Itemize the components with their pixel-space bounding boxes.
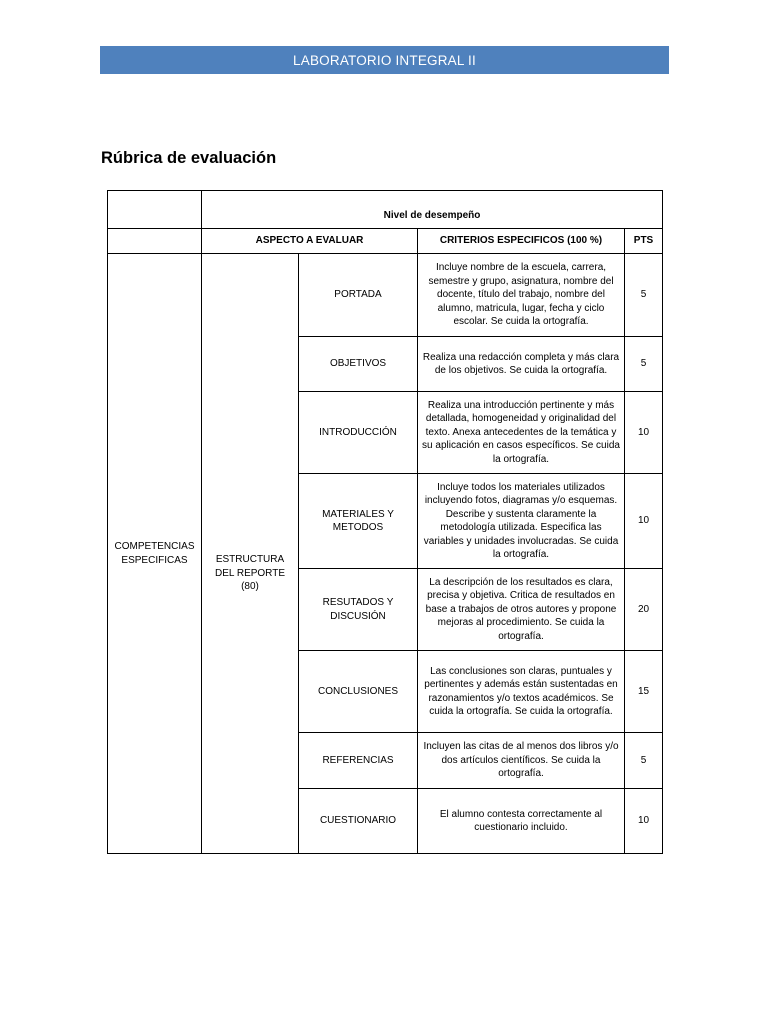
pts-cell: 10 xyxy=(625,789,663,854)
pts-cell: 15 xyxy=(625,651,663,733)
pts-cell: 10 xyxy=(625,474,663,569)
aspect-cell: OBJETIVOS xyxy=(299,337,418,392)
empty-header-cell xyxy=(108,191,202,229)
document-header-banner xyxy=(100,46,669,74)
aspect-cell: PORTADA xyxy=(299,254,418,337)
banner-title: LABORATORIO INTEGRAL II xyxy=(293,52,476,68)
table-title-row xyxy=(108,191,663,229)
aspect-cell: REFERENCIAS xyxy=(299,733,418,789)
aspect-cell: MATERIALES Y METODOS xyxy=(299,474,418,569)
aspect-cell: CONCLUSIONES xyxy=(299,651,418,733)
criteria-cell: Las conclusiones son claras, puntuales y pertinentes y además están sustentadas en razonamientos y/o textos académicos. Se cuida la ortografía. Se cuida la ortografía. xyxy=(418,651,625,733)
criteria-cell: Realiza una redacción completa y más clara de los objetivos. Se cuida la ortografía. xyxy=(418,337,625,392)
structure-cell: ESTRUCTURA DEL REPORTE (80) xyxy=(202,254,299,854)
criteria-cell: El alumno contesta correctamente al cuestionario incluido. xyxy=(418,789,625,854)
col-header-aspect: ASPECTO A EVALUAR xyxy=(202,229,418,254)
section-title: Rúbrica de evaluación xyxy=(101,149,277,167)
pts-cell: 5 xyxy=(625,733,663,789)
pts-cell: 10 xyxy=(625,392,663,474)
criteria-cell: Incluye todos los materiales utilizados incluyendo fotos, diagramas y/o esquemas. Describe y sustenta claramente la metodología utilizada. Especifica las variables y unidades involucradas. Se cuida la ortografía. xyxy=(418,474,625,569)
table-title: Nivel de desempeño xyxy=(202,191,663,229)
criteria-cell: La descripción de los resultados es clara, precisa y objetiva. Critica de resultados en base a trabajos de otros autores y propone mejoras al procedimiento. Se cuida la ortografía. xyxy=(418,569,625,651)
pts-cell: 20 xyxy=(625,569,663,651)
aspect-cell: INTRODUCCIÓN xyxy=(299,392,418,474)
aspect-cell: CUESTIONARIO xyxy=(299,789,418,854)
aspect-cell: RESUTADOS Y DISCUSIÓN xyxy=(299,569,418,651)
criteria-cell: Incluyen las citas de al menos dos libros y/o dos artículos científicos. Se cuida la ortografía. xyxy=(418,733,625,789)
column-header-row xyxy=(108,229,663,254)
criteria-cell: Incluye nombre de la escuela, carrera, semestre y grupo, asignatura, nombre del docente, título del trabajo, nombre del alumno, matricula, lugar, fecha y ciclo escolar. Se cuida la ortografía. xyxy=(418,254,625,337)
criteria-cell: Realiza una introducción pertinente y más detallada, homogeneidad y originalidad del texto. Anexa antecedentes de la temática y su aplicación en casos específicos. Se cuida la ortografía. xyxy=(418,392,625,474)
col-header-criteria: CRITERIOS ESPECIFICOS (100 %) xyxy=(418,229,625,254)
table-row xyxy=(108,254,663,337)
pts-cell: 5 xyxy=(625,254,663,337)
empty-subheader-cell xyxy=(108,229,202,254)
competency-cell: COMPETENCIAS ESPECIFICAS xyxy=(108,254,202,854)
col-header-pts: PTS xyxy=(625,229,663,254)
rubric-table xyxy=(107,190,663,854)
pts-cell: 5 xyxy=(625,337,663,392)
